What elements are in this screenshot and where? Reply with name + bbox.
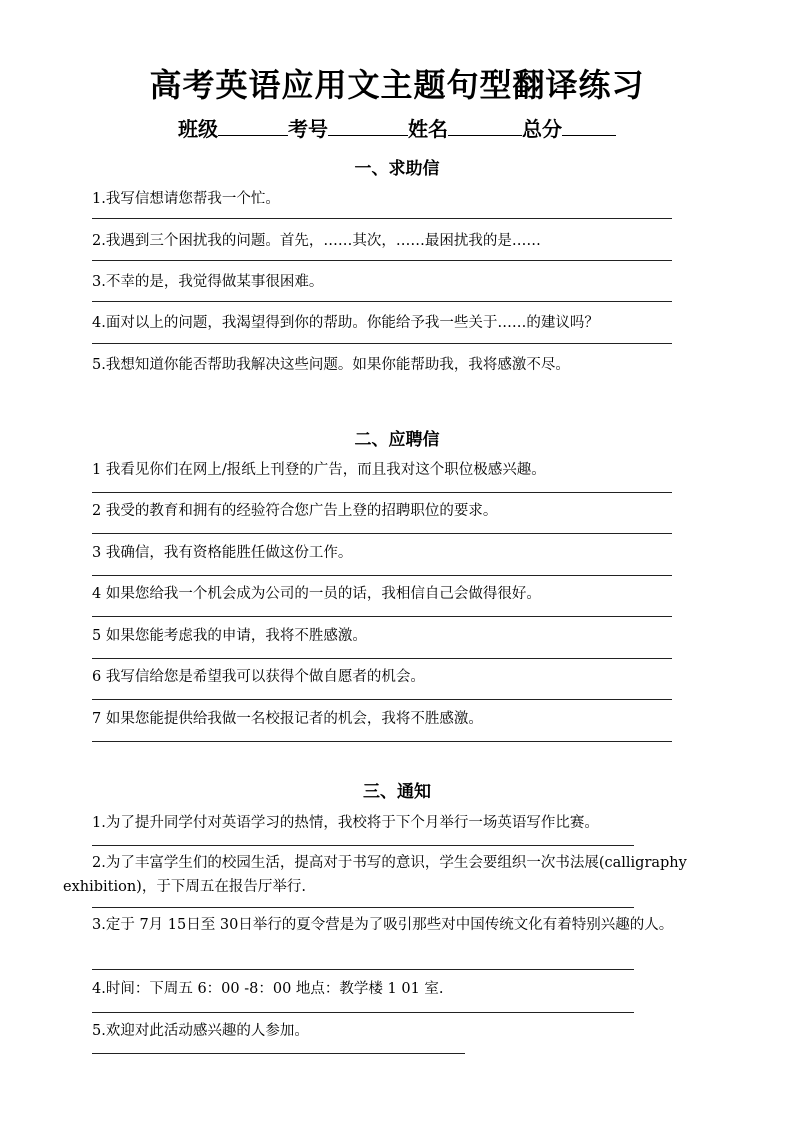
answer-line[interactable] [92, 533, 672, 534]
answer-line[interactable] [92, 699, 672, 700]
answer-line[interactable] [92, 343, 672, 344]
class-label: 班级 [178, 117, 218, 141]
total-label: 总分 [522, 117, 562, 141]
answer-line[interactable] [92, 741, 672, 742]
question-item: 2 我受的教育和拥有的经验符合您广告上登的招聘职位的要求。 [92, 503, 498, 519]
answer-line[interactable] [92, 969, 634, 970]
question-item: 4.面对以上的问题，我渴望得到你的帮助。你能给予我一些关于……的建议吗？ [92, 315, 599, 331]
question-item: 1 我看见你们在网上/报纸上刊登的广告，而且我对这个职位极感兴趣。 [92, 462, 546, 478]
section-heading-notice: 三、通知 [363, 782, 431, 802]
question-item: 2.我遇到三个困扰我的问题。首先，……其次，……最困扰我的是…… [92, 233, 541, 249]
question-item: 5.欢迎对此活动感兴趣的人参加。 [92, 1023, 309, 1039]
question-item: 1.为了提升同学付对英语学习的热情，我校将于下个月举行一场英语写作比赛。 [92, 815, 599, 831]
answer-line[interactable] [92, 1053, 465, 1054]
exam-no-blank[interactable] [328, 117, 408, 136]
exam-no-label: 考号 [288, 117, 328, 141]
answer-line[interactable] [92, 907, 634, 908]
name-label: 姓名 [408, 117, 448, 141]
question-item: 5.我想知道你能否帮助我解决这些问题。如果你能帮助我，我将感激不尽。 [92, 357, 570, 373]
question-item: 5 如果您能考虑我的申请，我将不胜感激。 [92, 628, 367, 644]
page-title: 高考英语应用文主题句型翻译练习 [149, 66, 645, 104]
question-item: 3.定于 7月 15日至 30日举行的夏令营是为了吸引那些对中国传统文化有着特别兴趣的人。 [92, 917, 674, 933]
question-item: 3.不幸的是，我觉得做某事很困难。 [92, 274, 324, 290]
question-item: 1.我写信想请您帮我一个忙。 [92, 191, 280, 207]
answer-line[interactable] [92, 1012, 634, 1013]
section-heading-job-application: 二、应聘信 [354, 430, 440, 450]
answer-line[interactable] [92, 492, 672, 493]
student-info-line [0, 113, 794, 142]
section-heading-help-letter: 一、求助信 [354, 159, 440, 179]
name-blank[interactable] [448, 117, 522, 136]
answer-line[interactable] [92, 845, 634, 846]
question-item: 7 如果您能提供给我做一名校报记者的机会，我将不胜感激。 [92, 711, 483, 727]
answer-line[interactable] [92, 260, 672, 261]
answer-line[interactable] [92, 301, 672, 302]
question-item: 2.为了丰富学生们的校园生活，提高对于书写的意识，学生会要组织一次书法展(calligraphy exhibition)，于下周五在报告厅举行. [63, 855, 687, 895]
question-item: 4 如果您给我一个机会成为公司的一员的话，我相信自己会做得很好。 [92, 586, 541, 602]
answer-line[interactable] [92, 658, 672, 659]
answer-line[interactable] [92, 616, 672, 617]
question-item: 3 我确信，我有资格能胜任做这份工作。 [92, 545, 353, 561]
answer-line[interactable] [92, 218, 672, 219]
question-item: 4.时间：下周五 6：00 -8：00 地点：教学楼 1 01 室. [92, 981, 444, 997]
total-blank[interactable] [562, 117, 616, 136]
answer-line[interactable] [92, 575, 672, 576]
class-blank[interactable] [218, 117, 288, 136]
question-item: 6 我写信给您是希望我可以获得个做自愿者的机会。 [92, 669, 425, 685]
